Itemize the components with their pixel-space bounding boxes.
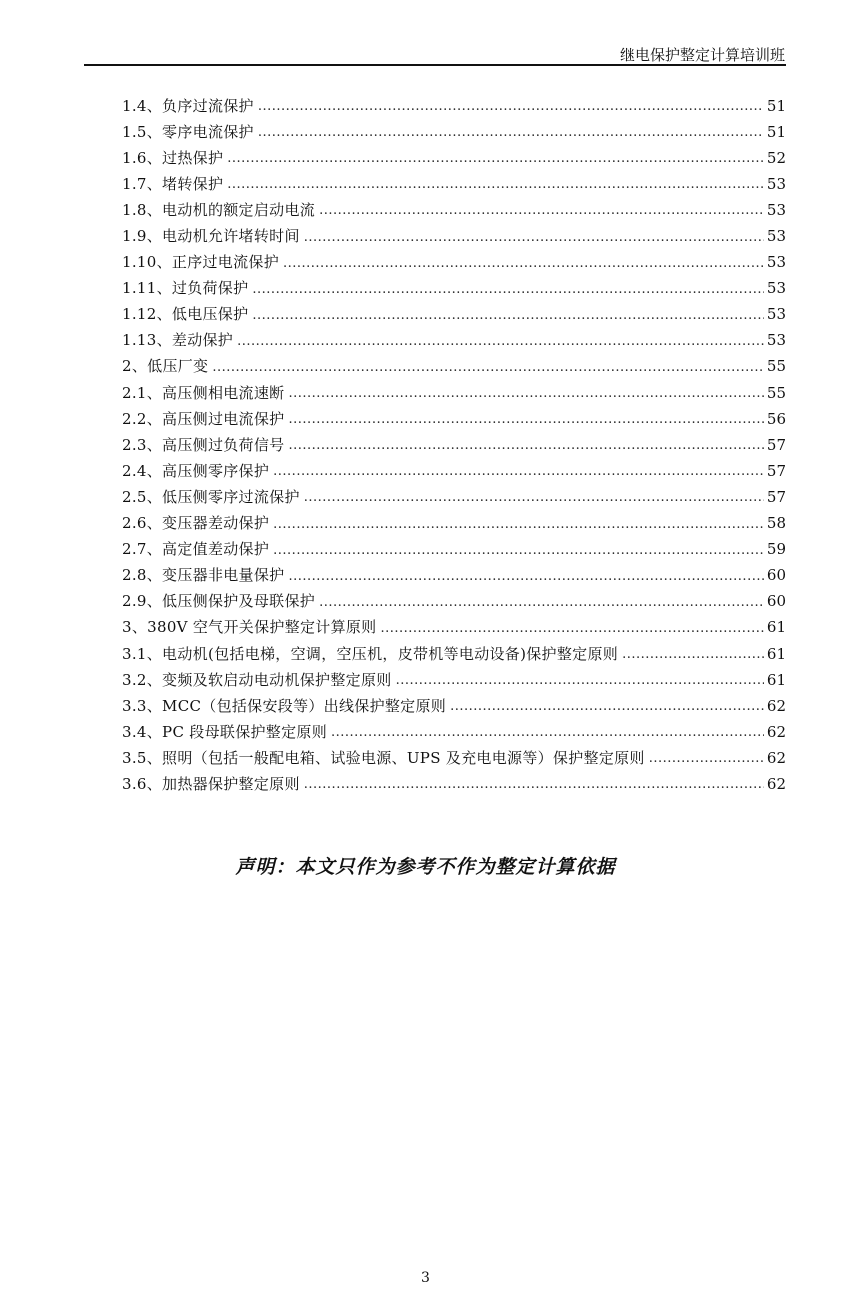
toc-entry-label: 2.2、高压侧过电流保护 [122, 409, 285, 428]
toc-entry[interactable] [122, 119, 786, 145]
toc-entry[interactable] [122, 223, 786, 249]
toc-entry-label: 1.12、低电压保护 [122, 305, 249, 324]
toc-entry-page: 62 [766, 722, 786, 741]
toc-entry-page: 57 [766, 487, 786, 506]
header-title: 继电保护整定计算培训班 [619, 46, 785, 64]
header-rule [84, 64, 786, 66]
toc-dot-leader [396, 674, 764, 688]
toc-entry-label: 2.6、变压器差动保护 [122, 514, 270, 533]
toc-entry-label: 2.5、低压侧零序过流保护 [122, 487, 300, 506]
toc-entry-page: 60 [766, 592, 786, 611]
toc-entry-page: 53 [766, 331, 786, 350]
toc-entry[interactable] [122, 458, 786, 484]
toc-entry[interactable] [122, 276, 786, 302]
toc-dot-leader [319, 596, 764, 610]
toc-dot-leader [237, 335, 764, 349]
toc-entry-page: 51 [766, 122, 786, 141]
toc-entry-label: 1.9、电动机允许堵转时间 [122, 227, 300, 246]
toc-entry-label: 3.6、加热器保护整定原则 [122, 774, 300, 793]
toc-entry[interactable] [122, 537, 786, 563]
toc-dot-leader [288, 570, 763, 584]
toc-dot-leader [319, 204, 764, 218]
toc-entry-label: 3、380V 空气开关保护整定计算原则 [122, 618, 377, 637]
toc-entry-label: 1.10、正序过电流保护 [122, 253, 279, 272]
toc-entry[interactable] [122, 197, 786, 223]
toc-entry-label: 1.13、差动保护 [122, 331, 234, 350]
toc-entry[interactable] [122, 719, 786, 745]
toc-dot-leader [212, 361, 764, 375]
toc-entry[interactable] [122, 328, 786, 354]
toc-entry-page: 61 [766, 644, 786, 663]
toc-entry[interactable] [122, 250, 786, 276]
toc-entry-page: 53 [766, 279, 786, 298]
toc-entry-page: 62 [766, 774, 786, 793]
toc-dot-leader [273, 544, 764, 558]
toc-entry-page: 59 [766, 540, 786, 559]
toc-entry-page: 51 [766, 96, 786, 115]
toc-dot-leader [288, 387, 763, 401]
toc-entry-page: 61 [766, 670, 786, 689]
toc-entry-label: 3.2、变频及软启动电动机保护整定原则 [122, 670, 392, 689]
toc-entry-label: 1.5、零序电流保护 [122, 122, 254, 141]
toc-entry-label: 2.1、高压侧相电流速断 [122, 383, 285, 402]
toc-entry-label: 3.4、PC 段母联保护整定原则 [122, 722, 327, 741]
toc-entry-page: 60 [766, 566, 786, 585]
toc-entry-page: 56 [766, 409, 786, 428]
toc-dot-leader [258, 126, 764, 140]
toc-entry-page: 53 [766, 227, 786, 246]
toc-entry[interactable] [122, 615, 786, 641]
toc-entry[interactable] [122, 406, 786, 432]
toc-entry[interactable] [122, 354, 786, 380]
toc-entry-page: 61 [766, 618, 786, 637]
toc-dot-leader [304, 491, 764, 505]
toc-entry-label: 2、低压厂变 [122, 357, 209, 376]
toc-entry[interactable] [122, 93, 786, 119]
toc-entry-label: 1.4、负序过流保护 [122, 96, 254, 115]
toc-entry-page: 58 [766, 514, 786, 533]
toc-entry-page: 53 [766, 305, 786, 324]
toc-entry[interactable] [122, 745, 786, 771]
toc-dot-leader [450, 700, 764, 714]
toc-dot-leader [227, 152, 764, 166]
toc-entry[interactable] [122, 380, 786, 406]
toc-entry-label: 2.8、变压器非电量保护 [122, 566, 285, 585]
toc-entry-page: 52 [766, 148, 786, 167]
toc-dot-leader [649, 752, 764, 766]
toc-dot-leader [252, 283, 764, 297]
toc-entry-page: 62 [766, 748, 786, 767]
toc-entry-page: 55 [766, 383, 786, 402]
toc-entry[interactable] [122, 589, 786, 615]
toc-dot-leader [380, 622, 763, 636]
toc-entry-page: 53 [766, 174, 786, 193]
toc-entry[interactable] [122, 484, 786, 510]
toc-entry-label: 2.3、高压侧过负荷信号 [122, 435, 285, 454]
toc-entry-page: 53 [766, 253, 786, 272]
toc-entry[interactable] [122, 693, 786, 719]
toc-entry[interactable] [122, 145, 786, 171]
toc-entry-page: 57 [766, 461, 786, 480]
toc-entry-label: 3.5、照明（包括一般配电箱、试验电源、UPS 及充电电源等）保护整定原则 [122, 748, 645, 767]
page-number: 3 [421, 1270, 430, 1286]
toc-entry-label: 1.8、电动机的额定启动电流 [122, 200, 316, 219]
toc-entry[interactable] [122, 563, 786, 589]
toc-dot-leader [283, 257, 764, 271]
toc-entry[interactable] [122, 511, 786, 537]
table-of-contents [122, 93, 786, 798]
toc-entry[interactable] [122, 667, 786, 693]
toc-entry-page: 62 [766, 696, 786, 715]
toc-entry-page: 57 [766, 435, 786, 454]
toc-entry[interactable] [122, 771, 786, 797]
toc-entry[interactable] [122, 432, 786, 458]
toc-dot-leader [252, 309, 764, 323]
toc-entry[interactable] [122, 641, 786, 667]
toc-entry-label: 2.7、高定值差动保护 [122, 540, 270, 559]
toc-dot-leader [273, 465, 764, 479]
toc-dot-leader [288, 439, 763, 453]
toc-dot-leader [304, 778, 764, 792]
toc-dot-leader [304, 231, 764, 245]
toc-entry-label: 1.7、堵转保护 [122, 174, 224, 193]
toc-dot-leader [622, 648, 764, 662]
toc-entry-label: 3.3、MCC（包括保安段等）出线保护整定原则 [122, 696, 447, 715]
toc-entry-label: 3.1、电动机(包括电梯，空调，空压机，皮带机等电动设备)保护整定原则 [122, 644, 619, 663]
toc-entry-label: 1.6、过热保护 [122, 148, 224, 167]
toc-entry-label: 2.4、高压侧零序保护 [122, 461, 270, 480]
toc-entry-label: 1.11、过负荷保护 [122, 279, 249, 298]
toc-dot-leader [258, 100, 764, 114]
toc-dot-leader [227, 178, 764, 192]
disclaimer-statement: 声明：本文只作为参考不作为整定计算依据 [235, 856, 616, 878]
toc-dot-leader [331, 726, 764, 740]
toc-entry-page: 53 [766, 200, 786, 219]
toc-entry-page: 55 [766, 357, 786, 376]
toc-entry[interactable] [122, 171, 786, 197]
toc-entry[interactable] [122, 302, 786, 328]
toc-dot-leader [273, 518, 764, 532]
toc-entry-label: 2.9、低压侧保护及母联保护 [122, 592, 316, 611]
toc-dot-leader [288, 413, 763, 427]
